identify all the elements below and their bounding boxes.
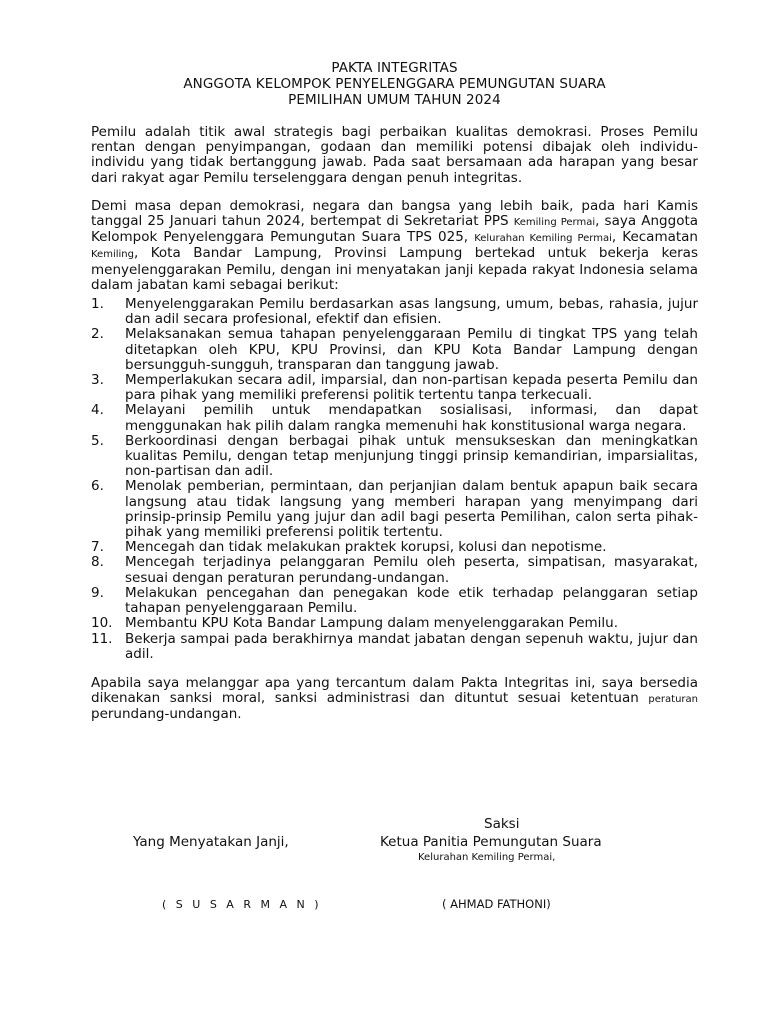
closing-paragraph [91, 676, 698, 723]
list-item-number: 1. [91, 296, 104, 313]
list-item-text: Memperlakukan secara adil, imparsial, dan non-partisan kepada peserta Pemilu dan para pihak yang memiliki preferensi politik tertentu tanpa terkecuali. [125, 372, 698, 404]
signature-block [0, 816, 768, 926]
statement-text-2: , saya Anggota Kelompok Penyelenggara Pemungutan Suara TPS 025, [91, 213, 699, 246]
statement-kecamatan: Kemiling [91, 249, 134, 261]
closing-text-2: perundang-undangan. [91, 706, 242, 723]
closing-small-word: peraturan [648, 694, 698, 706]
list-item-text: Berkoordinasi dengan berbagai pihak untuk mensukseskan dan meningkatkan kualitas Pemilu, dengan tetap menjunjung tinggi prinsip kemandirian, imparsialitas, non-partisan dan adil. [125, 432, 698, 480]
list-item [91, 632, 698, 662]
list-item-number: 2. [91, 326, 104, 343]
list-item-number: 10. [91, 615, 113, 632]
statement-location-pps: Kemiling Permai [513, 217, 596, 229]
title-line-2: ANGGOTA KELOMPOK PENYELENGGARA PEMUNGUTAN SUARA [183, 76, 606, 92]
commitment-list [91, 297, 698, 662]
list-item-text: Mencegah dan tidak melakukan praktek korupsi, kolusi dan nepotisme. [125, 539, 607, 556]
witness-subtitle: Kelurahan Kemiling Permai, [418, 852, 556, 863]
list-item [91, 540, 698, 555]
list-item-number: 4. [91, 402, 104, 419]
list-item [91, 586, 698, 616]
list-item-number: 3. [91, 372, 104, 389]
declarant-label: Yang Menyatakan Janji, [133, 834, 289, 850]
list-item-text: Melaksanakan semua tahapan penyelenggaraan Pemilu di tingkat TPS yang telah ditetapkan oleh KPU, KPU Provinsi, dan KPU Kota Bandar Lampung dengan bersungguh-sungguh, transparan dan tanggung jawab. [125, 326, 698, 373]
document-page [91, 60, 698, 723]
list-item-number: 7. [91, 539, 104, 556]
statement-kelurahan: Kelurahan Kemiling Permai [474, 233, 612, 245]
list-item [91, 403, 698, 433]
statement-paragraph [91, 199, 698, 293]
declarant-name: ( S U S A R M A N ) [162, 898, 322, 911]
list-item [91, 555, 698, 585]
title-line-1: PAKTA INTEGRITAS [331, 60, 458, 76]
statement-text-1: Demi masa depan demokrasi, negara dan bangsa yang lebih baik, pada hari Kamis tanggal 25 Januari tahun 2024, bertempat di Sekretariat PPS [91, 197, 698, 230]
witness-label: Saksi [484, 816, 520, 832]
statement-text-3: , Kecamatan [611, 229, 698, 246]
closing-text-1: Apabila saya melanggar apa yang tercantum dalam Pakta Integritas ini, saya bersedia dikenakan sanksi moral, sanksi administrasi dan dituntut sesuai ketentuan [91, 674, 698, 707]
list-item-text: Membantu KPU Kota Bandar Lampung dalam menyelenggarakan Pemilu. [125, 615, 618, 632]
list-item-text: Menolak pemberian, permintaan, dan perjanjian dalam bentuk apapun baik secara langsung atau tidak langsung yang memberi harapan yang menyimpang dari prinsip-prinsip Pemilu yang jujur dan adil bagi peserta Pemilihan, calon serta pihak-pihak yang memiliki preferensi politik tertentu. [125, 478, 698, 541]
list-item-text: Melakukan pencegahan dan penegakan kode etik terhadap pelanggaran setiap tahapan penyelenggaraan Pemilu. [125, 584, 698, 617]
list-item-number: 9. [91, 584, 104, 601]
list-item-text: Menyelenggarakan Pemilu berdasarkan asas langsung, umum, bebas, rahasia, jujur dan adil secara profesional, efektif dan efisien. [125, 296, 698, 328]
witness-title: Ketua Panitia Pemungutan Suara [380, 834, 602, 850]
list-item [91, 297, 698, 327]
statement-text-4: , Kota Bandar Lampung, Provinsi Lampung bertekad untuk bekerja keras menyelenggarakan Pemilu, dengan ini menyatakan janji kepada rakyat Indonesia selama dalam jabatan kami sebagai berikut: [91, 245, 698, 293]
witness-name: ( AHMAD FATHONI) [442, 897, 551, 911]
list-item [91, 373, 698, 403]
list-item-number: 8. [91, 554, 104, 571]
document-title [91, 60, 698, 108]
list-item [91, 434, 698, 480]
list-item-number: 5. [91, 432, 104, 449]
list-item-text: Melayani pemilih untuk mendapatkan sosialisasi, informasi, dan dapat menggunakan hak pilih dalam rangka memenuhi hak konstitusional warga negara. [125, 402, 698, 434]
list-item [91, 479, 698, 540]
intro-paragraph: Pemilu adalah titik awal strategis bagi perbaikan kualitas demokrasi. Proses Pemilu rentan dengan penyimpangan, godaan dan memiliki potensi dibajak oleh individu-individu yang tidak bertanggung jawab. Pada saat bersamaan ada harapan yang besar dari rakyat agar Pemilu terselenggara dengan penuh integritas. [91, 124, 698, 186]
list-item [91, 327, 698, 373]
list-item-text: Bekerja sampai pada berakhirnya mandat jabatan dengan sepenuh waktu, jujur dan adil. [125, 630, 698, 662]
list-item-number: 11. [91, 630, 113, 647]
list-item [91, 616, 698, 631]
title-line-3: PEMILIHAN UMUM TAHUN 2024 [288, 92, 501, 108]
list-item-number: 6. [91, 478, 104, 495]
list-item-text: Mencegah terjadinya pelanggaran Pemilu oleh peserta, simpatisan, masyarakat, sesuai dengan peraturan perundang-undangan. [125, 554, 698, 586]
